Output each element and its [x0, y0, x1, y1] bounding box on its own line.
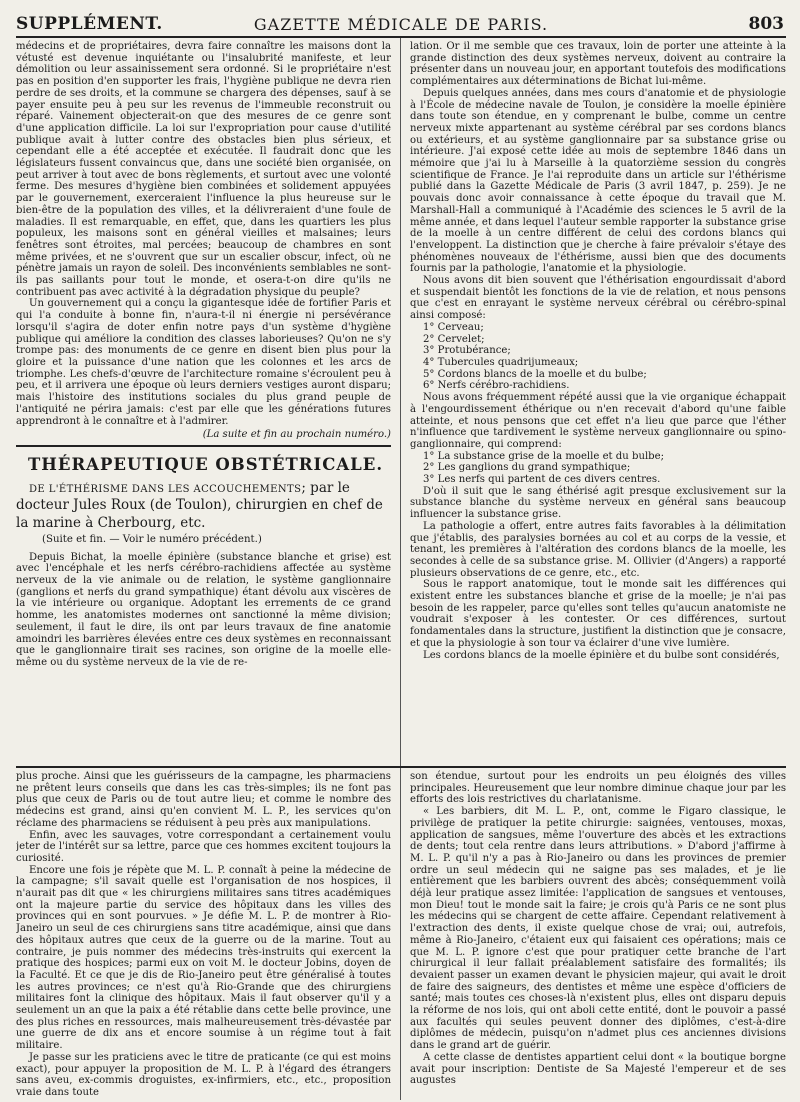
list-item: 6° Nerfs cérébro-rachidiens. — [423, 380, 570, 392]
paragraph: Les cordons blancs de la moelle épinière et du bulbe sont considérés, — [423, 649, 780, 661]
list-item: 5° Cordons blancs de la moelle et du bulbe; — [423, 368, 647, 380]
upper-left-column — [16, 38, 401, 766]
lower-left-column — [16, 768, 401, 1100]
section-title: THÉRAPEUTIQUE OBSTÉTRICALE. — [28, 454, 384, 474]
paragraph: son étendue, surtout pour les endroits un peu éloignés des villes principales. Heureusement que leur nombre diminue chaque jour par les efforts des lois restrictives du charlatanisme. — [410, 771, 786, 806]
paragraph: plus proche. Ainsi que les guérisseurs de la campagne, les pharmaciens ne prêtent leurs conseils que dans les cas très-simples; ils ne font pas plus que ceux de Paris ou de tout autre lieu; et comme le nombre des médecins est grand, ainsi qu'en convient M. L. P., les services qu'on réclame des pharmaciens se réduisent à peu près aux manipulations. — [16, 771, 391, 829]
paragraph: D'où il suit que le sang éthérisé agit presque exclusivement sur la substance blanche du système nerveux en général sans beaucoup influencer la substance grise. — [410, 485, 786, 521]
list-item: 4° Tubercules quadrijumeaux; — [423, 356, 579, 368]
supplement-label: SUPPLÉMENT. — [16, 14, 163, 34]
paragraph: Nous avons fréquemment répété aussi que la vie organique échappait à l'engourdissement éthérique ou n'en recevait d'abord qu'une faible atteinte, et nous pensons que cet effet n'a lieu que parce que l'éther n'influence que tardivement le système nerveux ganglionnaire ou spino-ganglionnaire, qui comprend: — [410, 392, 786, 450]
paragraph: La pathologie a offert, entre autres faits favorables à la délimitation que j'établis, des paralysies bornées au col et au corps de la vessie, et tenant, les premières à l'altération des cordons blancs de la moelle, les secondes à celle de sa substance grise. M. Ollivier (d'Angers) a rapporté plusieurs observations de ce genre, etc., etc. — [410, 520, 786, 579]
list-item: 2° Les ganglions du grand sympathique; — [423, 462, 631, 474]
article-title-author: ; par le docteur Jules Roux (de Toulon), chirurgien en chef de la marine à Cherbourg, etc. — [16, 480, 383, 531]
list-item: 3° Les nerfs qui partent de ces divers centres. — [423, 474, 661, 486]
lower-right-column — [401, 768, 786, 1100]
paragraph: A cette classe de dentistes appartient celui dont « la boutique borgne avait pour inscription: Dentiste de Sa Majesté l'empereur et de ses augustes — [410, 1051, 786, 1087]
list-item: 2° Cervelet; — [423, 333, 485, 345]
paragraph: lation. Or il me semble que ces travaux, loin de porter une atteinte à la grande distinction des deux systèmes nerveux, doivent au contraire la présenter dans un nouveau jour, en apportant toutefois des modifications complémentaires aux déterminations de Bichat lui-même. — [410, 41, 786, 88]
suite-note: (Suite et fin. — Voir le numéro précédent.) — [42, 533, 262, 545]
article-separator — [16, 445, 391, 447]
paragraph: Nous avons dit bien souvent que l'éthérisation engourdissait d'abord et suspendait bientôt les fonctions de la vie de relation, et nous pensons que c'est en enrayant le système nerveux cérébral ou cérébro-spinal ainsi composé: — [410, 275, 786, 322]
continuation-note: (La suite et fin au prochain numéro.) — [202, 429, 391, 441]
upper-right-column — [401, 38, 786, 766]
paragraph: Je passe sur les praticiens avec le titre de praticante (ce qui est moins exact), pour appuyer la proposition de M. L. P. à l'égard des étrangers sans aveu, ex-commis droguistes, ex-infirmiers, etc., etc., proposition vraie dans toute — [16, 1051, 391, 1098]
article-title-subject: DE L'ÉTHÉRISME DANS LES ACCOUCHEMENTS — [29, 484, 302, 496]
paragraph: Depuis quelques années, dans mes cours d'anatomie et de physiologie à l'École de médecine navale de Toulon, je considère la moelle épinière dans toute son étendue, en y comprenant le bulbe, comme un centre nerveux mixte appartenant au système cérébral par ses cordons blancs ou extérieurs, et au système ganglionnaire par sa substance grise ou intérieure. J'ai exposé cette idée au mois de septembre 1846 dans un mémoire que j'ai lu à Marseille à la quatorzième session du congrès scientifique de France. Je l'ai reproduite dans un article sur l'éthérisme publié dans la Gazette Médicale de Paris (3 avril 1847, p. 259). Je ne pouvais donc avoir connaissance à cette époque du travail que M. Marshall-Hall a communiqué à l'Académie des sciences le 5 avril de la même année, et dans lequel l'auteur semble rapporter la substance grise de la moelle à un centre différent de celui des cordons blancs qui l'enveloppent. La distinction que je cherche à faire prévaloir s'étaye des phénomènes nouveaux de l'éthérisme, aussi bien que des documents fournis par la pathologie, l'anatomie et la physiologie. — [410, 87, 786, 275]
paragraph: Enfin, avec les sauvages, votre correspondant a certainement voulu jeter de l'intérêt sur sa lettre, parce que ces hommes excitent toujours la curiosité. — [16, 829, 391, 864]
paragraph: médecins et de propriétaires, devra faire connaître les maisons dont la vétusté est devenue inquiétante ou l'insalubrité manifeste, et leur démolition ou leur assainissement sera ordonné. Si le propriétaire n'est pas en position d'en supporter les frais, l'hygiène publique ne devra rien perdre de ses droits, et la commune se chargera des dépenses, sauf à se payer ensuite peu à peu sur les revenus de l'immeuble reconstruit ou réparé. Vainement objecterait-on que des mesures de ce genre sont d'une application difficile. La loi sur l'expropriation pour cause d'utilité publique avait à lutter contre des obstacles bien plus sérieux, et cependant elle a été acceptée et exécutée. Il faudrait donc que les législateurs fussent convaincus que, dans une société bien organisée, on peut arriver à tout avec de bons règlements, et surtout avec une volonté ferme. Des mesures d'hygiène bien combinées et solidement appuyées par le gouvernement, exerceraient l'influence la plus heureuse sur le bien-être de la population des villes, et la délivreraient d'une foule de maladies. Il est remarquable, en effet, que, dans les quartiers les plus populeux, les maisons sont en général vieilles et malsaines; leurs fenêtres sont étroites, mal percées; beaucoup de chambres en sont même privées, et ne s'ouvrent que sur un escalier obscur, infect, où ne pénètre jamais un rayon de soleil. Des inconvénients semblables ne sont-ils pas saillants pour tout le monde, et osera-t-on dire qu'ils ne contribuent pas avec activité à la dégradation physique du peuple? — [16, 41, 391, 298]
running-header — [16, 0, 786, 38]
list-item: 1° Cerveau; — [423, 321, 484, 333]
list-item: 1° La substance grise de la moelle et du bulbe; — [423, 450, 665, 462]
paragraph: Sous le rapport anatomique, tout le monde sait les différences qui existent entre les substances blanche et grise de la moelle; je n'ai pas besoin de les rappeler, parce qu'elles sont telles qu'aucun anatomiste ne voudrait s'exposer à les contester. Or ces différences, surtout fondamentales dans la structure, justifient la distinction que je consacre, et que la physiologie à son tour va éclairer d'une vive lumière. — [410, 579, 786, 649]
paragraph: Depuis Bichat, la moelle épinière (substance blanche et grise) est avec l'encéphale et les nerfs cérébro-rachidiens affectée au système nerveux de la vie animale ou de relation, le système ganglionnaire (ganglions et nerfs du grand sympathique) étant dévolu aux viscères de la vie intérieure ou organique. Adoptant les errements de ce grand homme, les anatomistes modernes ont sanctionné la même division; seulement, il faut le dire, ils ont par leurs travaux de fine anatomie amoindri les barrières élevées entre ces deux systèmes en reconnaissant que le ganglionnaire tirait ses racines, son origine de la moelle elle-même ou du système nerveux de la vie de re- — [16, 551, 391, 668]
upper-section — [16, 38, 786, 768]
list-item: 3° Protubérance; — [423, 345, 511, 357]
journal-title: GAZETTE MÉDICALE DE PARIS. — [253, 15, 549, 34]
page-number: 803 — [748, 14, 784, 34]
article-title — [16, 480, 391, 532]
paragraph: Un gouvernement qui a conçu la gigantesque idée de fortifier Paris et qui l'a conduite à bonne fin, n'aura-t-il ni énergie ni persévérance lorsqu'il s'agira de doter enfin notre pays d'un système d'hygiène publique qui améliore la condition des classes laborieuses? Qu'on ne s'y trompe pas: des monuments de ce genre en disent bien plus pour la gloire et la puissance d'une nation que les colonnes et les arcs de triomphe. Les chefs-d'œuvre de l'architecture romaine s'écroulent peu à peu, et il arrivera une époque où leurs derniers vestiges auront disparu; mais l'histoire des institutions sociales du plus grand peuple de l'antiquité ne périra jamais: c'est par elle que les générations futures apprendront à le connaître et à l'admirer. — [16, 298, 391, 427]
lower-section — [16, 768, 786, 1100]
paragraph: « Les barbiers, dit M. L. P., ont, comme le Figaro classique, le privilège de pratiquer la petite chirurgie: saignées, ventouses, moxas, application de sangsues, même l'ouverture des abcès et les extractions de dents; tout cela rentre dans leurs attributions. » D'abord j'affirme à M. L. P. qu'il n'y a pas à Rio-Janeiro ou dans les provinces de premier ordre un seul médecin qui ne saigne pas ses malades, et je lie entièrement que les barbiers ouvrent des abcès; conséquemment voilà déjà leur pratique assez limitée: l'application de sangsues et ventouses, mon Dieu! tout le monde sait la faire; je crois qu'à Paris ce ne sont plus les médecins qui se chargent de cette affaire. Cependant relativement à l'extraction des dents, il existe quelque chose de vrai; oui, autrefois, même à Rio-Janeiro, c'étaient eux qui faisaient ces opérations; mais ce que M. L. P. ignore c'est que pour pratiquer cette branche de l'art chirurgical il leur fallait préalablement satisfaire des formalités; ils devaient passer un examen devant le physicien majeur, qui avait le droit de faire des saigneurs, des dentistes et même une espèce d'officiers de santé; mais toutes ces choses-là n'existent plus, elles ont disparu depuis la réforme de nos lois, qui ont aboli cette entité, dont le pouvoir a passé aux facultés qui seules peuvent donner des diplômes, c'est-à-dire diplômes de médecin, puisqu'on n'admet plus ces anciennes divisions dans le grand art de guérir. — [410, 806, 786, 1052]
paragraph: Encore une fois je répète que M. L. P. connaît à peine la médecine de la campagne; s'il savait quelle est l'organisation de nos hospices, il n'aurait pas dit que « les chirurgiens militaires sans titres académiques ont la majeure partie du service des hôpitaux dans les villes des provinces qui en sont pourvues. » Je défie M. L. P. de montrer à Rio-Janeiro un seul de ces chirurgiens sans titre académique, ainsi que dans des hôpitaux autres que ceux de la guerre ou de la marine. Tout au contraire, je puis nommer des médecins très-instruits qui exercent la pratique des hospices; parmi eux on voit M. le docteur Jobins, doyen de la Faculté. Et ce que je dis de Rio-Janeiro peut être généralisé à toutes les autres provinces; ce n'est qu'à Rio-Grande que des chirurgiens militaires font la clinique des hôpitaux. Mais il faut observer qu'il y a seulement un an que la paix a été rétablie dans cette belle province, une des plus riches en ressources, mais malheureusement très-dévastée par une guerre de dix ans et encore soumise à un régime tout à fait militaire. — [16, 864, 391, 1052]
